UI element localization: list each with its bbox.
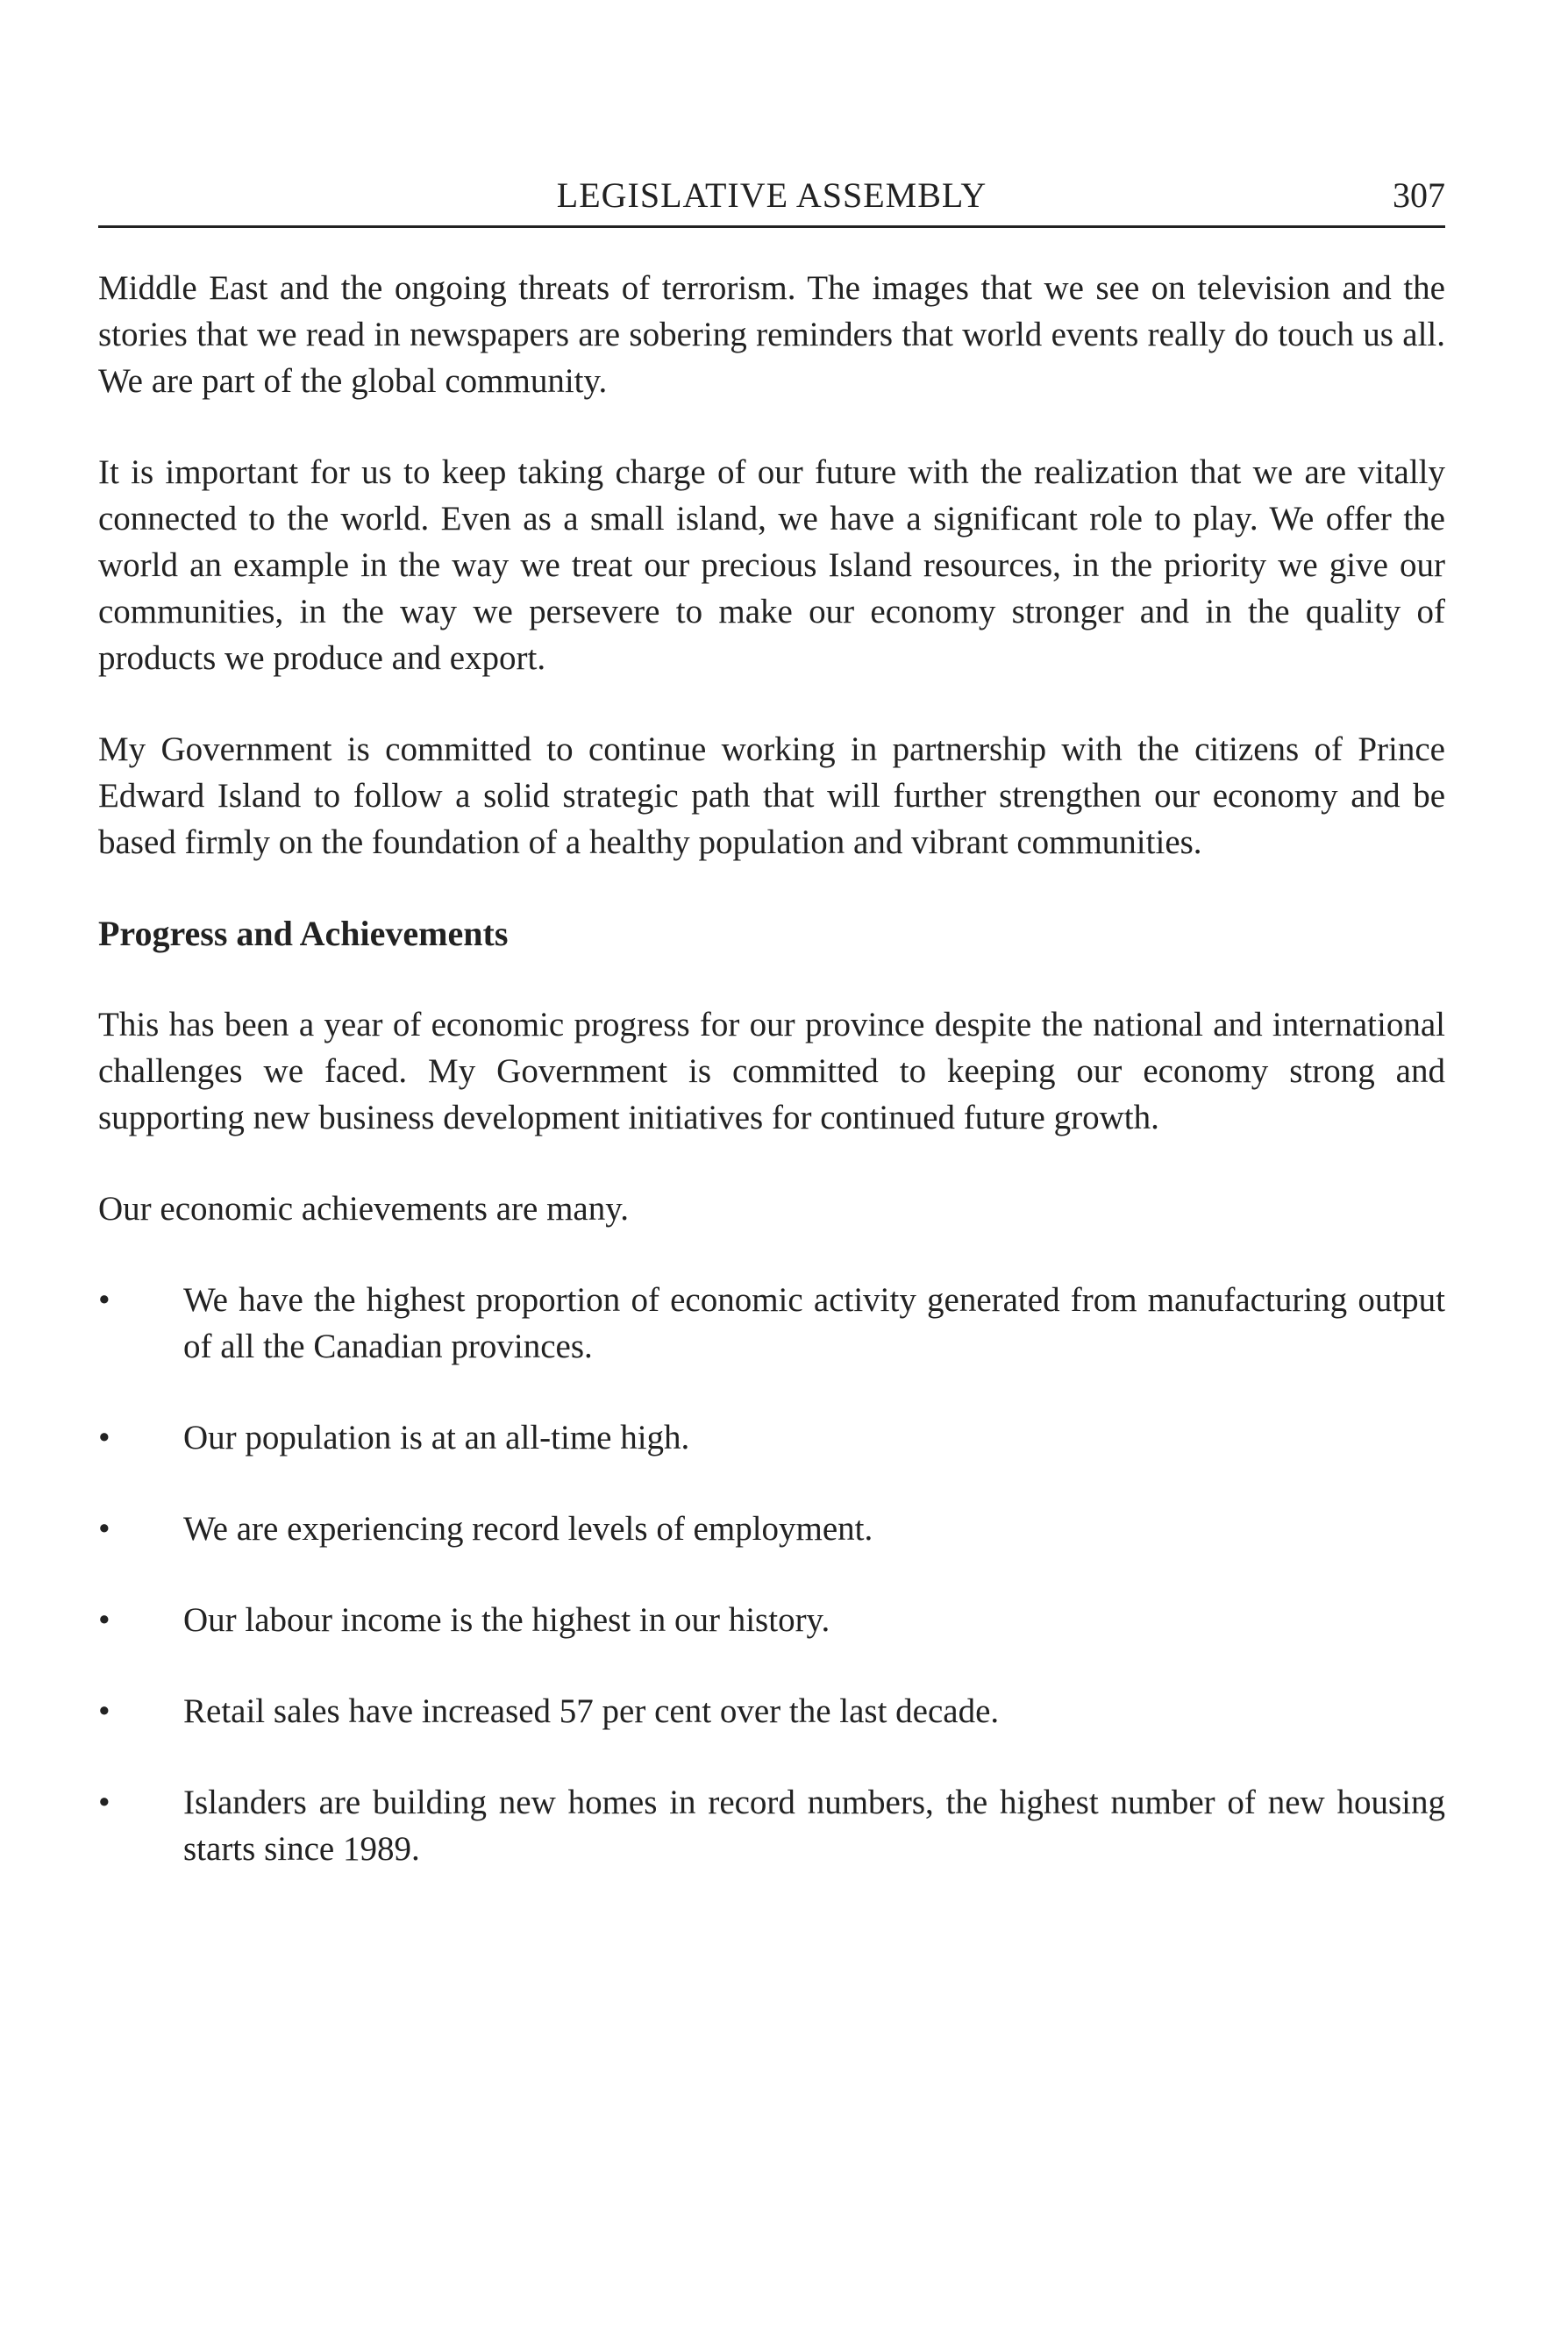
bullet-icon: • bbox=[98, 1510, 110, 1548]
page-number: 307 bbox=[1393, 175, 1445, 215]
list-item-text: Our population is at an all-time high. bbox=[183, 1419, 690, 1456]
document-page bbox=[98, 171, 1445, 1917]
bullet-icon: • bbox=[98, 1419, 110, 1456]
list-item-text: Retail sales have increased 57 per cent over the last decade. bbox=[183, 1692, 1000, 1730]
achievements-list bbox=[98, 1277, 1445, 1872]
bullet-icon: • bbox=[98, 1281, 110, 1319]
bullet-icon: • bbox=[98, 1601, 110, 1639]
list-item bbox=[98, 1277, 1445, 1370]
paragraph: My Government is committed to continue working in partnership with the citizens of Prince Edward Island to follow a solid strategic path that will further strengthen our economy and be based firmly on the foundation of a healthy population and vibrant communities. bbox=[98, 730, 1445, 861]
list-item bbox=[98, 1506, 1445, 1552]
bullet-icon: • bbox=[98, 1784, 110, 1821]
paragraph: Our economic achievements are many. bbox=[98, 1190, 629, 1228]
list-item bbox=[98, 1597, 1445, 1643]
list-item-text: Islanders are building new homes in record numbers, the highest number of new housing starts since 1989. bbox=[183, 1784, 1445, 1868]
section-heading: Progress and Achievements bbox=[98, 914, 509, 953]
paragraph: It is important for us to keep taking charge of our future with the realization that we are vitally connected to the world. Even as a small island, we have a significant role to play. We offer the world an example in the way we treat our precious Island resources, in the priority we give our communities, in the way we persevere to make our economy stronger and in the quality of products we produce and export. bbox=[98, 453, 1445, 677]
list-item bbox=[98, 1414, 1445, 1461]
page-content bbox=[98, 265, 1445, 1872]
paragraph: Middle East and the ongoing threats of terrorism. The images that we see on television and the stories that we read in newspapers are sobering reminders that world events really do touch us all. We are part of the global community. bbox=[98, 269, 1445, 400]
running-header bbox=[98, 171, 1445, 228]
list-item-text: Our labour income is the highest in our history. bbox=[183, 1601, 830, 1639]
list-item-text: We have the highest proportion of economic activity generated from manufacturing output of all the Canadian provinces. bbox=[183, 1281, 1445, 1365]
running-header-title: LEGISLATIVE ASSEMBLY bbox=[556, 175, 987, 215]
paragraph: This has been a year of economic progress for our province despite the national and international challenges we faced. My Government is committed to keeping our economy strong and supporting new business development initiatives for continued future growth. bbox=[98, 1006, 1445, 1136]
list-item-text: We are experiencing record levels of employment. bbox=[183, 1510, 873, 1548]
list-item bbox=[98, 1779, 1445, 1872]
bullet-icon: • bbox=[98, 1692, 110, 1730]
list-item bbox=[98, 1688, 1445, 1734]
